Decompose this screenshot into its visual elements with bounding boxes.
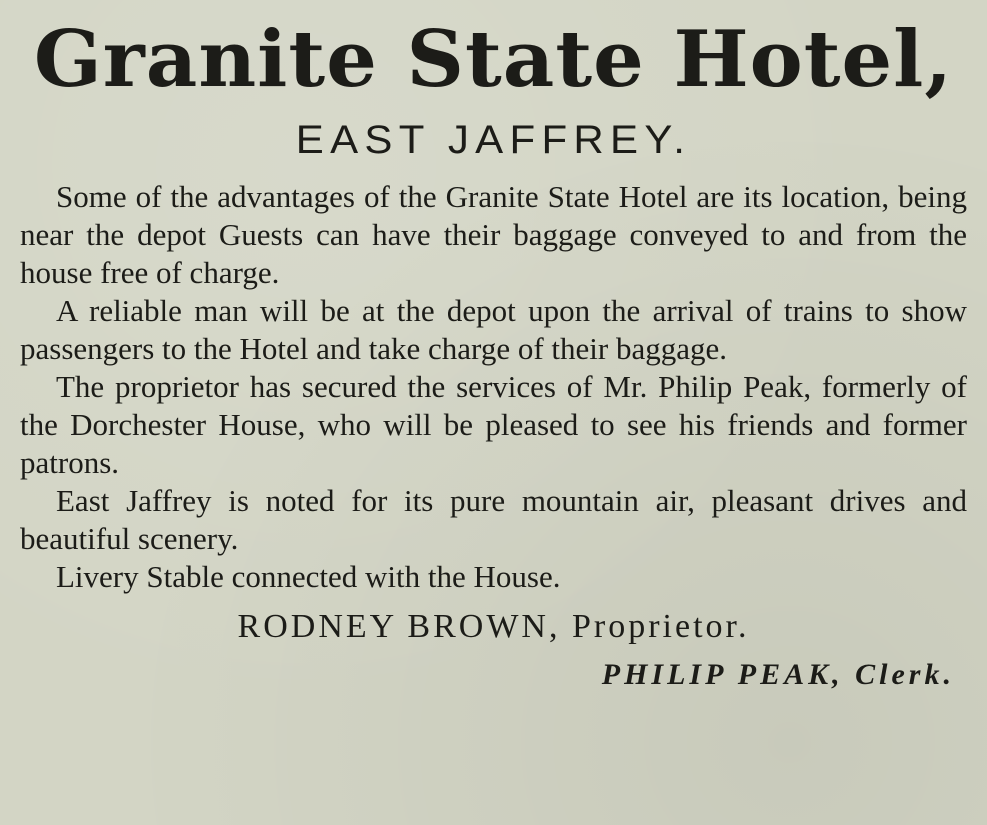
- paragraph-depot-man: A reliable man will be at the depot upon the arrival of trains to show passengers to the Hotel and take charge of their baggage.: [20, 293, 967, 366]
- hotel-name-heading: Granite State Hotel,: [33, 14, 954, 105]
- paragraph-proprietor-services: The proprietor has secured the services of Mr. Philip Peak, formerly of the Dorchester House, who will be pleased to see his friends and former patrons.: [20, 369, 967, 480]
- paragraph-advantages: Some of the advantages of the Granite State Hotel are its location, being near the depot Guests can have their baggage conveyed to and from the house free of charge.: [20, 179, 967, 290]
- clerk-signature: PHILIP PEAK, Clerk.: [601, 658, 955, 691]
- advertisement-body: [18, 178, 969, 596]
- location-heading: EAST JAFFREY.: [295, 118, 692, 162]
- paragraph-livery: Livery Stable connected with the House.: [56, 559, 561, 594]
- paragraph-scenery: East Jaffrey is noted for its pure mountain air, pleasant drives and beautiful scenery.: [20, 483, 967, 556]
- proprietor-signature: RODNEY BROWN, Proprietor.: [237, 608, 750, 645]
